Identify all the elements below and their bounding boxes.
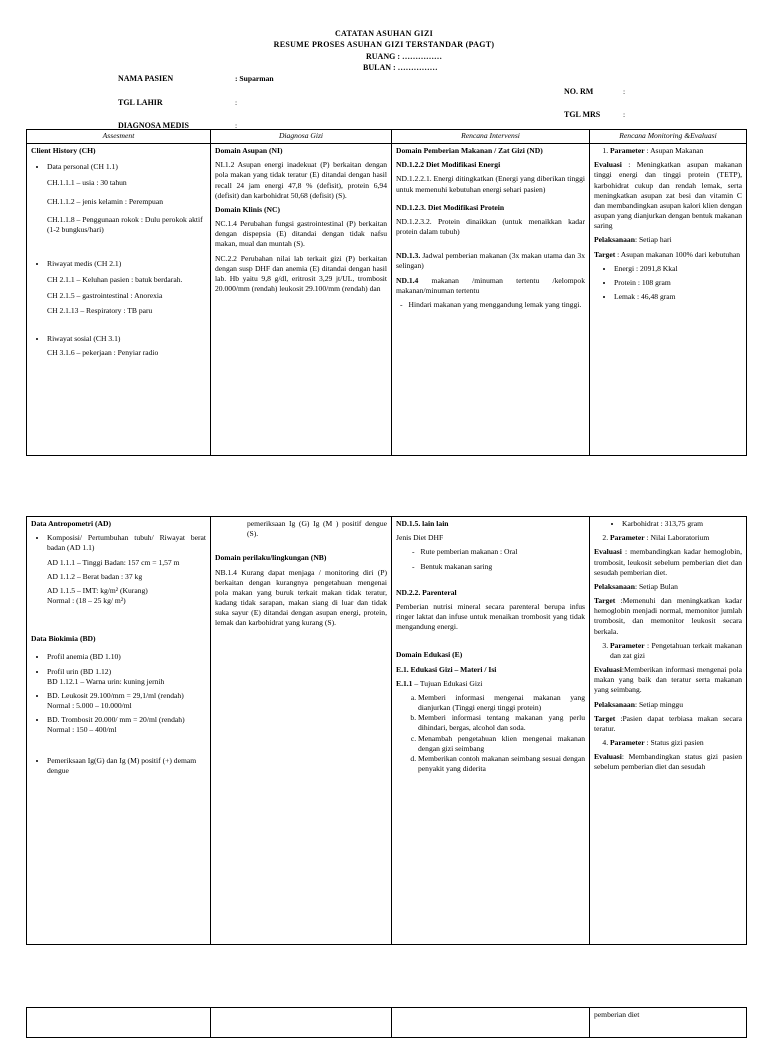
list-item: • Riwayat sosial (CH 3.1) (47, 334, 206, 344)
nd-2-2-heading: ND.2.2. Parenteral (396, 587, 457, 597)
col-intervensi: Rencana Intervensi (392, 130, 590, 144)
nama-pasien-value: : Suparman (235, 74, 274, 83)
no-rm-value: : (623, 87, 626, 96)
list-item: CH.1.1.2 – jenis kelamin : Perempuan (47, 196, 163, 206)
list-item: - Hindari makanan yang menggandung lemak yang tinggi. (410, 300, 585, 310)
diagnosis-ni: NI.1.2 Asupan energi inadekuat (P) berkaitan dengan pola makan yang tidak teratur (E) ditandai dengan hasil recall 24 jam energi 47,8 % (defisit), protein 6,94 (defisit) dan karbohidrat 50,68 (defisit) (S). (215, 160, 387, 200)
list-item: CH.1.1.8 – Penggunaan rokok : Dulu perokok aktif (1-2 bungkus/hari) (47, 214, 203, 234)
table-row (27, 1008, 747, 1038)
header-row (27, 130, 747, 144)
intervensi-cell (392, 1008, 590, 1038)
list-item: 3. Parameter : Pengetahuan terkait makanan dan zat gizi (610, 641, 742, 661)
nd-1-2-2-heading: ND.1.2.2 Diet Modifikasi Energi (396, 160, 501, 170)
list-item: • Lemak : 46,48 gram (614, 292, 742, 302)
diagnosis-continued: pemeriksaan Ig (G) Ig (M ) positif dengue (S). (247, 519, 387, 539)
tgl-lahir-value: : (235, 98, 238, 107)
list-item: • Pemeriksaan Ig(G) dan Ig (M) positif (+) demam dengue (47, 756, 206, 776)
no-rm-label: NO. RM (564, 87, 594, 96)
nd-1-3: ND.1.3. Jadwal pemberian makanan (3x makan utama dan 3x selingan) (396, 251, 585, 271)
list-item: - Bentuk makanan saring (422, 562, 585, 572)
nd-1-2-2-1: ND.1.2.2.1. Energi ditingkatkan (Energi yang diberikan tinggi untuk memenuhi kebutuhan energi sehari pasien) (396, 174, 585, 194)
list-item: 2. Parameter : Nilai Laboratorium (610, 533, 742, 543)
form-subtitle: RESUME PROSES ASUHAN GIZI TERSTANDAR (PAGT) (273, 40, 495, 49)
nama-pasien-label: NAMA PASIEN (118, 74, 174, 83)
col-monitoring: Rencana Monitoring &Evaluasi (590, 130, 747, 144)
list-item: CH 2.1.1 – Keluhan pasien : batuk berdarah. (47, 275, 183, 285)
list-item: BD 1.12.1 – Warna urin: kuning jernih (47, 676, 165, 686)
domain-asupan-heading: Domain Asupan (NI) (215, 146, 283, 155)
monitoring-cell: pemberian diet (590, 1008, 747, 1038)
pagt-table-3 (26, 1007, 747, 1038)
pagt-table-2 (26, 516, 747, 945)
tgl-mrs-value: : (623, 110, 626, 119)
diagnosa-medis-label: DIAGNOSA MEDIS (118, 121, 189, 130)
list-item: b. Memberi informasi tentang makanan yang perlu dihindari, bergas, alcohol dan soda. (418, 713, 585, 733)
assesment-cell (27, 1008, 211, 1038)
list-item: a. Memberi informasi mengenai makanan yang dianjurkan (Tinggi energi tinggi protein) (418, 693, 585, 713)
form-title: CATATAN ASUHAN GIZI (334, 29, 433, 38)
list-item: • BD. Trombosit 20.000/ mm = 20/ml (rendah) (47, 715, 206, 725)
jenis-diet: Jenis Diet DHF (396, 533, 444, 543)
nd-2-2: Pemberian nutrisi mineral secara parenteral berupa infus ringer laktat dan infuse untuk menaikan trombosit yang tidak mengandung energi. (396, 601, 585, 632)
list-item: Normal : (18 – 25 kg/ m²) (47, 596, 126, 606)
list-item: CH 3.1.6 – pekerjaan : Penyiar radio (47, 347, 159, 357)
table-row (27, 144, 747, 456)
table-row (27, 517, 747, 945)
diagnosis-nb-1-4: NB.1.4 Kurang dapat menjaga / monitoring diri (P) berkaitan dengan kurangnya pengetahuan mengenai pola makan yang buruk terkait makan tidak teratur, kadang tidak sarapan, makan siang di luar dan tidak suka sayur (E) ditandai dengan asupan energi, protein, lemak dan karbohidrat yang kurang (S). (215, 567, 387, 628)
diagnosa-cell (211, 517, 392, 945)
list-item: • Profil urin (BD 1.12) (47, 667, 206, 677)
list-item: AD 1.1.2 – Berat badan : 37 kg (47, 571, 143, 581)
monitoring-cell: 1. Parameter : Asupan Makanan Evaluasi : Meningkatkan asupan makanan tinggi energi dan tinggi protein (TETP), karbohidrat cukup dan rendah lemak, serta meningkatkan asupan zat besi dan vitamin C dan membandingkan asupan kalori klien dengan asupan yang dianjurkan dengan bentuk makanan saring Pelaksanaan: Setiap hari Target : Asupan makanan 100% dari kebutuhan • Energi : 2091,8 Kkal • Protein : 108 gram • Lemak : 46,48 gram (590, 144, 747, 456)
domain-klinis-heading: Domain Klinis (NC) (215, 204, 280, 214)
list-item: • Karbohidrat : 313,75 gram (622, 519, 742, 529)
list-item: - Rute pemberian makanan : Oral (422, 547, 585, 557)
client-history-heading: Client History (CH) (31, 146, 96, 155)
ruang-field: RUANG : …………… (366, 52, 442, 61)
list-item: AD 1.1.1 – Tinggi Badan: 157 cm = 1,57 m (47, 557, 180, 567)
list-item: d. Memberikan contoh makanan seimbang sesuai dengan penyakit yang diderita (418, 754, 585, 774)
diagnosa-medis-value: : (235, 121, 238, 130)
e-1-heading: E.1. Edukasi Gizi – Materi / Isi (396, 664, 497, 674)
list-item: AD 1.1.5 – IMT: kg/m² (Kurang) (47, 585, 148, 595)
list-item: • Data personal (CH 1.1) (47, 162, 206, 172)
domain-pemberian-heading: Domain Pemberian Makanan / Zat Gizi (ND) (396, 146, 543, 155)
list-item: c. Menambah pengetahuan klien mengenai makanan dengan gizi seimbang (418, 734, 585, 754)
list-item: Normal : 150 – 400/ml (47, 725, 117, 735)
domain-perilaku-heading: Domain perilaku/lingkungan (NB) (215, 553, 327, 563)
diagnosa-cell (211, 1008, 392, 1038)
list-item: CH.1.1.1 – usia : 30 tahun (47, 178, 127, 188)
list-item: • Komposisi/ Pertumbuhan tubuh/ Riwayat berat badan (AD 1.1) (47, 533, 206, 553)
data-antropometri-heading: Data Antropometri (AD) (31, 519, 112, 528)
tgl-lahir-label: TGL LAHIR (118, 98, 163, 107)
diagnosa-cell (211, 144, 392, 456)
list-item: • Profil anemia (BD 1.10) (47, 652, 206, 662)
list-item: 1. Parameter : Asupan Makanan (610, 146, 742, 156)
list-item: • BD. Leukosit 29.100/mm = 29,1/ml (rendah) (47, 691, 206, 701)
col-assesment: Assesment (27, 130, 211, 144)
list-item: Normal : 5.000 – 10.000/ml (47, 701, 132, 711)
list-item: • Energi : 2091,8 Kkal (614, 264, 742, 274)
col-diagnosa: Diagnosa Gizi (211, 130, 392, 144)
list-item: CH 2.1.13 – Respiratory : TB paru (47, 305, 153, 315)
domain-edukasi-heading: Domain Edukasi (E) (396, 650, 463, 660)
pagt-table-1 (26, 129, 747, 456)
data-biokimia-heading: Data Biokimia (BD) (31, 634, 96, 644)
bulan-field: BULAN : …………… (363, 63, 438, 72)
list-item: • Protein : 108 gram (614, 278, 742, 288)
list-item: 4. Parameter : Status gizi pasien (610, 738, 742, 748)
monitoring-cell: • Karbohidrat : 313,75 gram 2. Parameter : Nilai Laboratorium Evaluasi : membandingkan kadar hemoglobin, trombosit, leukosit sebelum pemberian diet dan sesudah pemberian diet. Pelaksanaan: Setiap Bulan Target :Memenuhi dan meningkatkan kadar hemoglobin menjadi normal, memonitor jumlah trombosit, dan memonitor leukosit secara berkala. 3. Parameter : Pengetahuan terkait makanan dan zat gizi Evaluasi:Memberikan informasi mengenai pola makan yang baik dan teratur serta makanan yang seimbang. Pelaksanaan: Setiap minggu Target :Pasien dapat terbiasa makan secara teratur. 4. Parameter : Status gizi pasien Evaluasi: Membandingkan status gizi pasien sebelum pemberian diet dan sesudah (590, 517, 747, 945)
list-item: • Riwayat medis (CH 2.1) (47, 259, 206, 269)
nd-1-4: ND.1.4 makanan /minuman tertentu /kelompok makanan/minuman tertentu (396, 275, 585, 295)
diagnosis-nc-2-2: NC.2.2 Perubahan nilai lab terkait gizi (P) berkaitan dengan susp DHF dan anemia (E) ditandai dengan hasil lab. Hb yaitu 9,8 g/dl, eritrosit 3,29 jt/UL, trombosit 20.000/mm (rendah) leukosit 29.100/mm (rendah) dan (215, 253, 387, 294)
nd-1-2-3-2: ND.1.2.3.2. Protein dinaikkan (untuk menaikkan kadar protein dalam tubuh) (396, 216, 585, 237)
nd-1-2-3-heading: ND.1.2.3. Diet Modifikasi Protein (396, 202, 505, 212)
nd-1-5-heading: ND.1.5. lain lain (396, 519, 449, 528)
intervensi-cell (392, 517, 590, 945)
tgl-mrs-label: TGL MRS (564, 110, 601, 119)
assesment-cell (27, 144, 211, 456)
diagnosis-nc-1-4: NC.1.4 Perubahan fungsi gastrointestinal (P) berkaitan dengan dispepsia (E) ditandai dengan tidak nafsu makan, mual dan muntah (S). (215, 219, 387, 249)
intervensi-cell (392, 144, 590, 456)
e-1-1: E.1.1 – Tujuan Edukasi Gizi (396, 678, 483, 688)
list-item: CH 2.1.5 – gastrointestinal : Anorexia (47, 291, 163, 301)
assesment-cell (27, 517, 211, 945)
